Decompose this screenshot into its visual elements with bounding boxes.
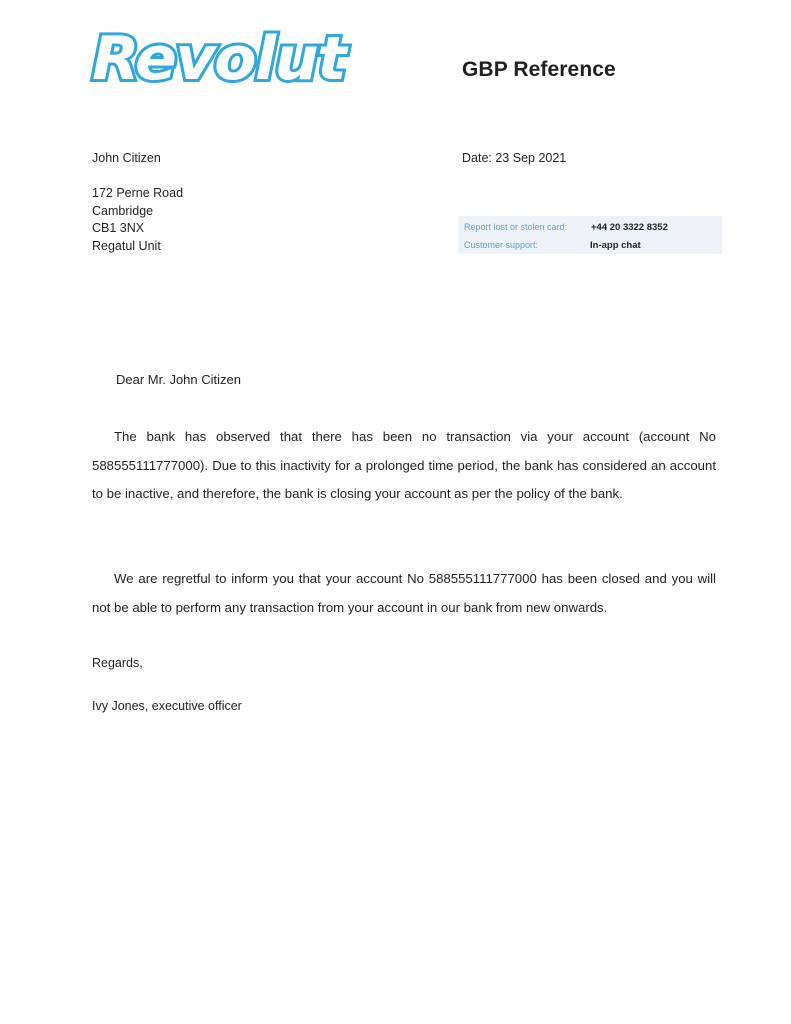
body-paragraph-1: The bank has observed that there has been no transaction via your account (account No 588555111777000). Due to this inactivity for a prolonged time period, the bank has considered an account to be inactive, and therefore, the bank is closing your account as per the policy of the bank. xyxy=(92,429,716,501)
revolut-logo: Revolut xyxy=(92,24,346,94)
body-paragraph-2: We are regretful to inform you that your account No 588555111777000 has been closed and you will not be able to perform any transaction from your account in our bank from new onwards. xyxy=(92,571,716,615)
contact-row xyxy=(464,218,722,237)
address-line: Cambridge xyxy=(92,203,154,218)
signoff: Regards, xyxy=(92,656,143,670)
address-line: CB1 3NX xyxy=(92,221,145,235)
letterhead xyxy=(0,0,791,130)
contact-label-customer-support: Customer support: xyxy=(464,240,539,250)
address-line: Regatul Unit xyxy=(92,238,161,253)
recipient-name: John Citizen xyxy=(92,151,161,165)
contact-label-lost-card: Report lost or stolen card: xyxy=(464,222,568,232)
date-line: Date: 23 Sep 2021 xyxy=(462,151,567,165)
signer-name: Ivy Jones, executive officer xyxy=(92,699,242,713)
salutation: Dear Mr. John Citizen xyxy=(116,372,241,387)
address-line: 172 Perne Road xyxy=(92,186,184,200)
contact-info-box xyxy=(458,216,722,254)
contact-value-lost-card-phone: +44 20 3322 8352 xyxy=(591,222,668,233)
contact-row xyxy=(464,236,722,255)
page-title: GBP Reference xyxy=(462,58,616,81)
contact-value-customer-support: In-app chat xyxy=(590,240,641,251)
recipient-address xyxy=(92,185,183,255)
